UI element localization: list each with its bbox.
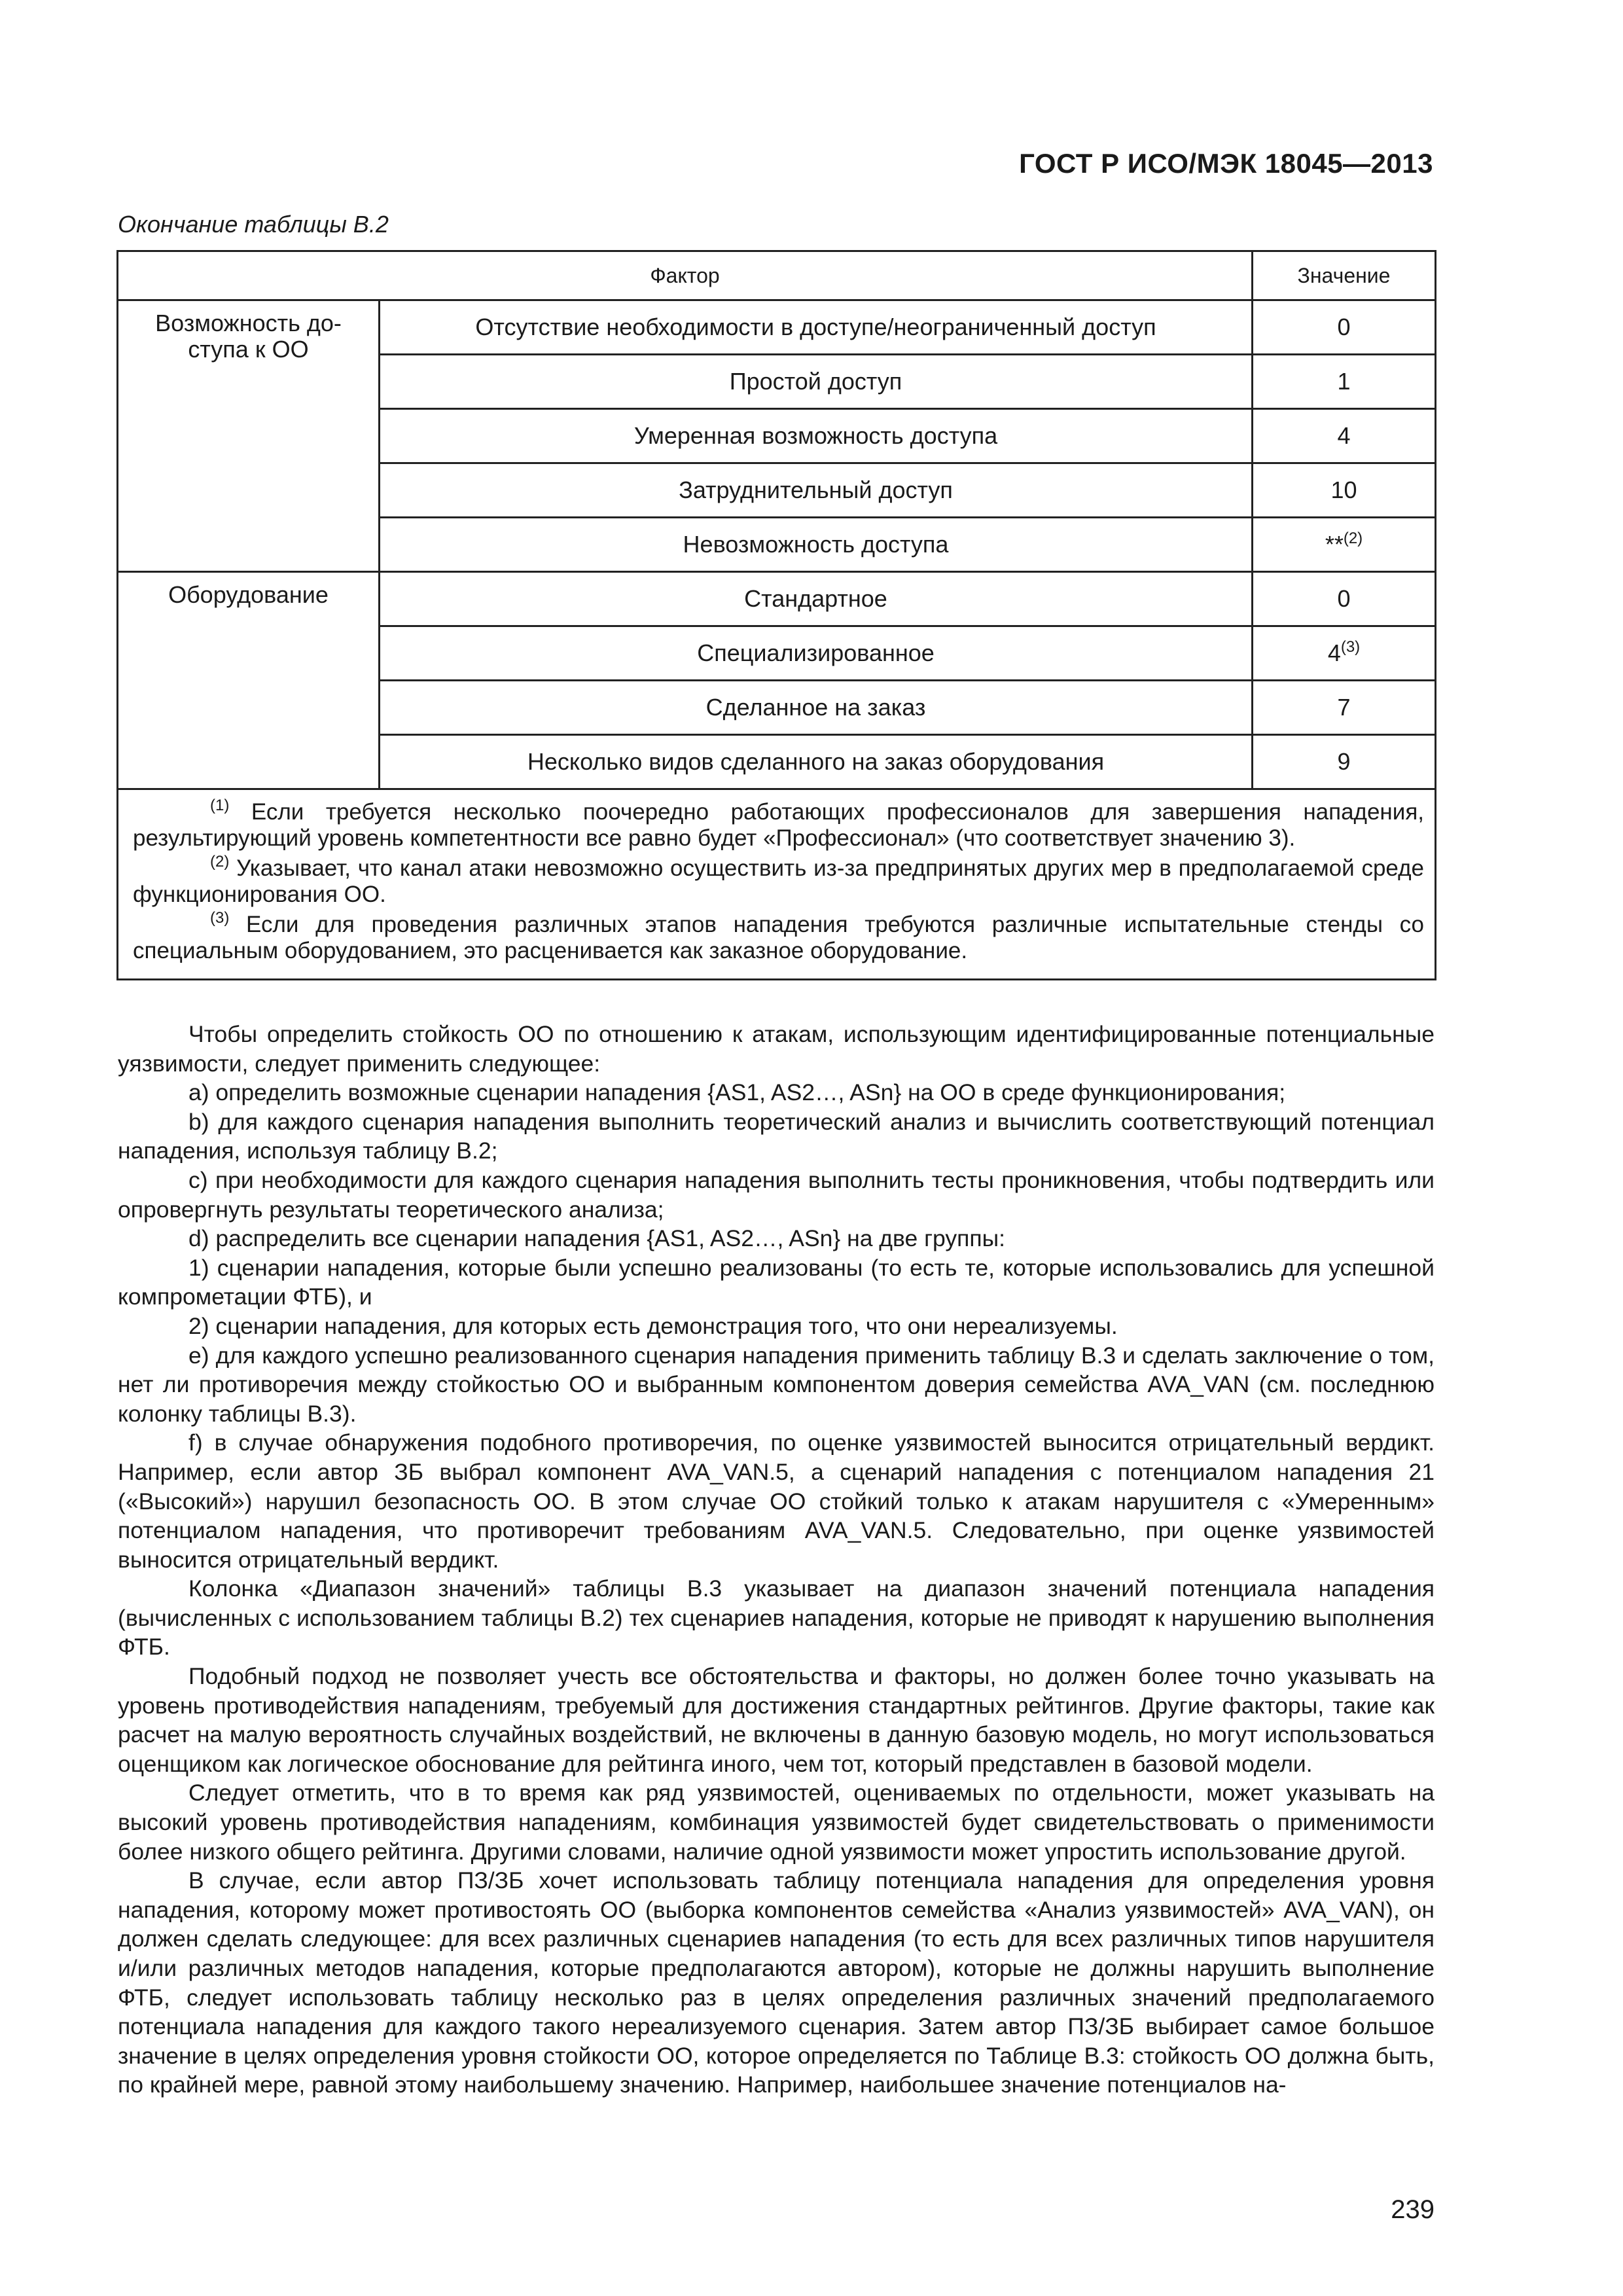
factor-cell: Стандартное: [380, 572, 1253, 626]
value-text: 4: [1327, 639, 1341, 666]
table-notes-row: [118, 789, 1436, 980]
paragraph: Колонка «Диапазон значений» таблицы В.3 указывает на диапазон значений потенциала нападения (вычисленных с использованием таблицы В.2) тех сценариев нападения, которые не приводят к нарушению выполнения ФТБ.: [118, 1575, 1435, 1660]
standard-designation: ГОСТ Р ИСО/МЭК 18045—2013: [1019, 148, 1433, 179]
group-access: Возможность до- ступа к ОО: [118, 300, 380, 572]
factor-cell: Сделанное на заказ: [380, 681, 1253, 735]
factor-cell: Простой доступ: [380, 355, 1253, 409]
factor-cell: Несколько видов сделанного на заказ оборудования: [380, 735, 1253, 789]
value-cell: [1253, 626, 1436, 681]
list-item: f) в случае обнаружения подобного противоречия, по оценке уязвимостей выносится отрицательный вердикт. Например, если автор ЗБ выбрал компонент AVA_VAN.5, а сценарий нападения с потенциалом нападения 21 («Высокий») нарушил безопасность ОО. В этом случае ОО стойкий только к атакам нарушителя с «Умеренным» потенциалом нападения, что противоречит требованиям AVA_VAN.5. Следовательно, при оценке уязвимостей выносится отрицательный вердикт.: [118, 1429, 1435, 1573]
paragraph: Подобный подход не позволяет учесть все обстоятельства и факторы, но должен более точно указывать на уровень противодействия нападениям, требуемый для достижения стандартных рейтингов. Другие факторы, такие как расчет на малую вероятность случайных воздействий, не включены в данную базовую модель, но могут использоваться оценщиком как логическое обоснование для рейтинга иного, чем тот, который представлен в базовой модели.: [118, 1663, 1435, 1777]
list-item: 2) сценарии нападения, для которых есть демонстрация того, что они нереализуемы.: [188, 1312, 1118, 1339]
paragraph: В случае, если автор ПЗ/ЗБ хочет использовать таблицу потенциала нападения для определения уровня нападения, которому может противостоять ОО (выборка компонентов семейства «Анализ уязвимостей» AVA_VAN), он должен сделать следующее: для всех различных сценариев нападения (то есть для всех различных типов нарушителя и/или различных методов нападения, которые предполагаются автором), которые не должны нарушить выполнение ФТБ, следует использовать таблицу несколько раз в целях определения различных значений предполагаемого потенциала нападения для каждого такого нереализуемого сценария. Затем автор ПЗ/ЗБ выбирает самое большое значение в целях определения уровня стойкости ОО, которое определяется по Таблице В.3: стойкость ОО должна быть, по крайней мере, равной этому наибольшему значению. Например, наибольшее значение потенциалов на-: [118, 1867, 1435, 2098]
note-mark: (1): [210, 797, 230, 814]
paragraph: Следует отметить, что в то время как ряд уязвимостей, оцениваемых по отдельности, может указывать на высокий уровень противодействия нападениям, комбинация уязвимостей будет свидетельствовать о применимости более низкого общего рейтинга. Другими словами, наличие одной уязвимости может упростить использование другой.: [118, 1780, 1435, 1865]
list-item: e) для каждого успешно реализованного сценария нападения применить таблицу В.3 и сделать заключение о том, нет ли противоречия между стойкостью ОО и выбранным компонентом доверия семейства AVA_VAN (см. последнюю колонку таблицы В.3).: [118, 1342, 1435, 1427]
table-note: [133, 855, 1424, 908]
list-item: a) определить возможные сценарии нападения {AS1, AS2…, ASn} на ОО в среде функционирования;: [188, 1079, 1286, 1106]
note-text: Если для проведения различных этапов нападения требуются различные испытательные стенды со специальным оборудованием, это расценивается как заказное оборудование.: [133, 912, 1424, 963]
page-number: 239: [1391, 2195, 1435, 2224]
factor-cell: Умеренная возможность доступа: [380, 409, 1253, 463]
value-cell: 9: [1253, 735, 1436, 789]
factor-table: [116, 250, 1436, 980]
value-cell: [1253, 518, 1436, 572]
list-item: d) распределить все сценарии нападения {AS1, AS2…, ASn} на две группы:: [188, 1225, 1005, 1252]
factor-cell: Затруднительный доступ: [380, 463, 1253, 518]
footnote-ref: (3): [1340, 638, 1361, 656]
factor-cell: Отсутствие необходимости в доступе/неограниченный доступ: [380, 300, 1253, 355]
note-mark: (3): [210, 909, 230, 927]
note-text: Указывает, что канал атаки невозможно осуществить из-за предпринятых других мер в предполагаемой среде функционирования ОО.: [133, 855, 1424, 907]
group-equipment: Оборудование: [118, 572, 380, 789]
value-cell: 4: [1253, 409, 1436, 463]
table-row: [118, 300, 1436, 355]
table-header-row: [118, 251, 1436, 300]
value-cell: 1: [1253, 355, 1436, 409]
list-item: c) при необходимости для каждого сценария нападения выполнить тесты проникновения, чтобы подтвердить или опровергнуть результаты теоретического анализа;: [118, 1166, 1435, 1223]
footnote-ref: (2): [1343, 529, 1363, 547]
table-row: [118, 572, 1436, 626]
note-mark: (2): [210, 853, 230, 870]
list-item: 1) сценарии нападения, которые были успешно реализованы (то есть те, которые использовались для успешной компрометации ФТБ), и: [118, 1254, 1435, 1310]
column-header-factor: Фактор: [118, 251, 1253, 300]
value-cell: 7: [1253, 681, 1436, 735]
table-notes: [118, 789, 1436, 980]
factor-cell: Невозможность доступа: [380, 518, 1253, 572]
table-note: [133, 909, 1424, 964]
table-note: [133, 799, 1424, 852]
paragraph: Чтобы определить стойкость ОО по отношению к атакам, использующим идентифицированные потенциальные уязвимости, следует применить следующее:: [118, 1021, 1435, 1077]
column-header-value: Значение: [1253, 251, 1436, 300]
value-text: **: [1325, 531, 1344, 558]
value-cell: 0: [1253, 300, 1436, 355]
list-item: b) для каждого сценария нападения выполнить теоретический анализ и вычислить соответствующий потенциал нападения, используя таблицу В.2;: [118, 1108, 1435, 1164]
table-caption: Окончание таблицы В.2: [118, 211, 389, 238]
factor-cell: Специализированное: [380, 626, 1253, 681]
body-text: [118, 1020, 1435, 2100]
value-cell: 0: [1253, 572, 1436, 626]
note-text: Если требуется несколько поочередно работающих профессионалов для завершения нападения, результирующий уровень компетентности все равно будет «Профессионал» (что соответствует значению 3).: [133, 799, 1424, 851]
value-cell: 10: [1253, 463, 1436, 518]
